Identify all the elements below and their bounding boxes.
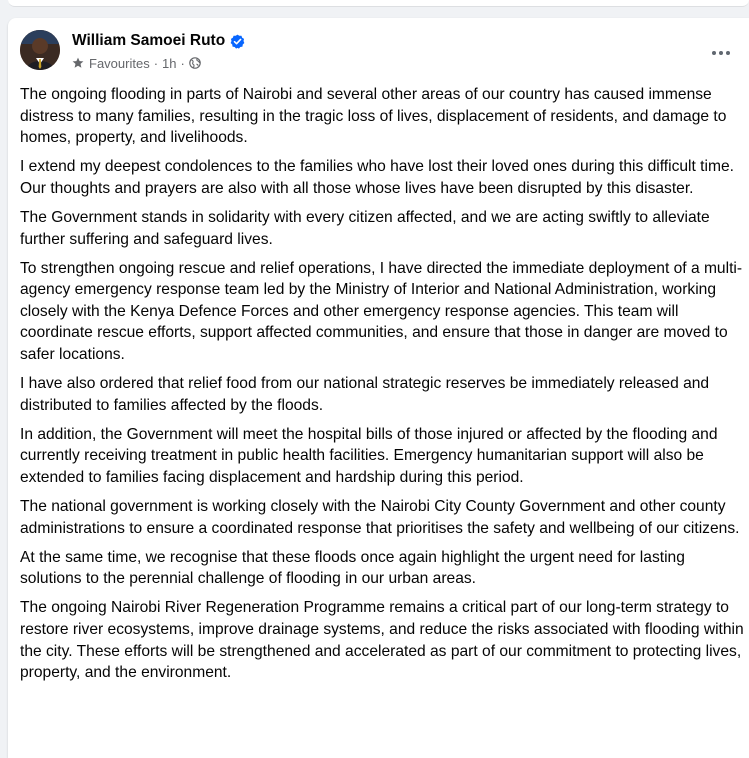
post-paragraph: The ongoing Nairobi River Regeneration Programme remains a critical part of our long-term strategy to restore river ecosystems, improve drainage systems, and reduce the risks associated with flooding within the city. These efforts will be strengthened and accelerated as part of our commitment to protecting lives, property, and the environment. [20,599,744,682]
post-meta [72,55,201,71]
meta-separator: · [153,55,159,71]
post-paragraph: The national government is working closely with the Nairobi City County Government and other county administrations to ensure a coordinated response that prioritises the safety and wellbeing of our citizens. [20,498,740,537]
feed-post [8,18,749,758]
post-paragraph: In addition, the Government will meet the hospital bills of those injured or affected by the flooding and currently receiving treatment in public health facilities. Emergency humanitarian support will also be extended to families facing displacement and hardship during this period. [20,425,718,486]
post-paragraph: The Government stands in solidarity with every citizen affected, and we are acting swiftly to alleviate further suffering and safeguard lives. [20,208,710,248]
profile-photo-icon [20,30,60,70]
post-paragraph: I have also ordered that relief food from our national strategic reserves be immediately released and distributed to families affected by the floods. [20,375,710,414]
verified-badge-icon [230,34,245,49]
author-line [72,31,245,51]
post-body [20,84,744,691]
previous-post-card-edge [8,0,749,7]
post-header [8,18,749,80]
author-name[interactable]: William Samoei Ruto [72,32,226,49]
post-paragraph: I extend my deepest condolences to the families who have lost their loved ones during this difficult time. Our thoughts and prayers are also with all those whose lives have been disrupted by this disaster. [20,158,734,197]
globe-icon[interactable] [189,57,201,69]
star-icon [72,57,84,69]
avatar[interactable] [20,30,60,70]
audience-label[interactable]: Favourites [89,55,150,71]
more-options-icon[interactable] [706,38,736,68]
post-paragraph: At the same time, we recognise that these floods once again highlight the urgent need for lasting solutions to the perennial challenge of flooding in our urban areas. [20,548,685,588]
post-paragraph: To strengthen ongoing rescue and relief operations, I have directed the immediate deployment of a multi-agency emergency response team led by the Ministry of Interior and National Administration, working closely with the Kenya Defence Forces and other emergency response agencies. This team will coordinate rescue efforts, support affected communities, and ensure that those in danger are moved to safer locations. [20,259,743,364]
post-timestamp[interactable]: 1h [162,55,177,71]
meta-separator: · [180,55,185,71]
post-paragraph: The ongoing flooding in parts of Nairobi and several other areas of our country has caused immense distress to many families, resulting in the tragic loss of lives, displacement of residents, and damage to homes, property, and livelihoods. [20,86,727,147]
